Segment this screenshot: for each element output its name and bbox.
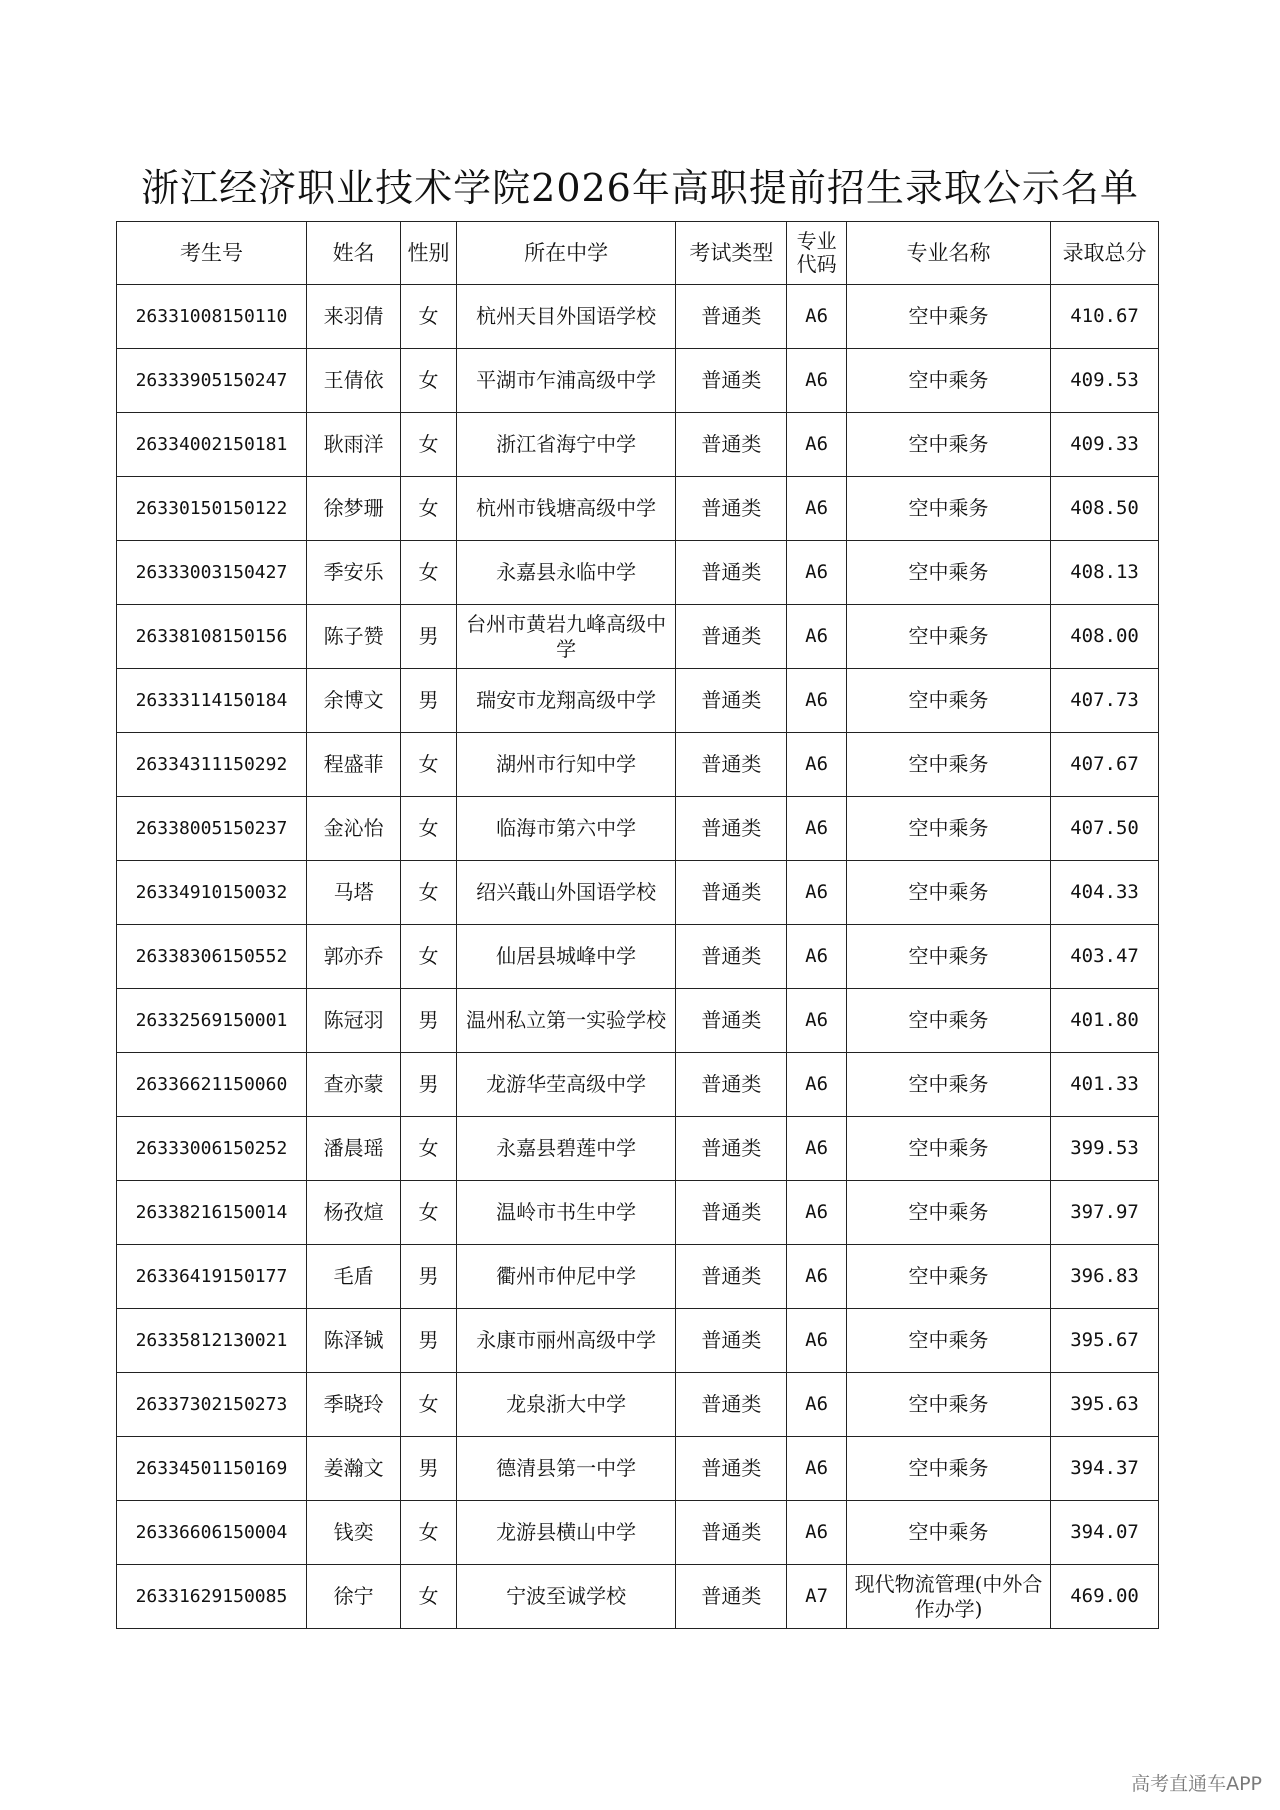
cell-major-name: 空中乘务 bbox=[846, 1245, 1050, 1309]
table-row bbox=[117, 797, 1159, 861]
cell-exam-number: 26337302150273 bbox=[117, 1373, 307, 1437]
cell-school: 永嘉县永临中学 bbox=[456, 541, 676, 605]
cell-total-score: 408.00 bbox=[1051, 605, 1159, 669]
cell-exam-number: 26334910150032 bbox=[117, 861, 307, 925]
cell-total-score: 397.97 bbox=[1051, 1181, 1159, 1245]
table-row bbox=[117, 1565, 1159, 1629]
cell-exam-type: 普通类 bbox=[676, 413, 787, 477]
cell-total-score: 394.07 bbox=[1051, 1501, 1159, 1565]
table-row bbox=[117, 861, 1159, 925]
cell-name: 金沁怡 bbox=[306, 797, 400, 861]
cell-major-name: 空中乘务 bbox=[846, 733, 1050, 797]
cell-total-score: 395.63 bbox=[1051, 1373, 1159, 1437]
cell-major-name: 空中乘务 bbox=[846, 285, 1050, 349]
table-row bbox=[117, 1309, 1159, 1373]
page-title: 浙江经济职业技术学院2026年高职提前招生录取公示名单 bbox=[141, 166, 1139, 210]
table-row bbox=[117, 1181, 1159, 1245]
cell-name: 耿雨洋 bbox=[306, 413, 400, 477]
column-header-school: 所在中学 bbox=[456, 222, 676, 285]
cell-school: 瑞安市龙翔高级中学 bbox=[456, 669, 676, 733]
cell-major-name: 空中乘务 bbox=[846, 1053, 1050, 1117]
cell-exam-type: 普通类 bbox=[676, 925, 787, 989]
cell-total-score: 399.53 bbox=[1051, 1117, 1159, 1181]
table-row bbox=[117, 1373, 1159, 1437]
cell-school: 温岭市书生中学 bbox=[456, 1181, 676, 1245]
cell-total-score: 404.33 bbox=[1051, 861, 1159, 925]
cell-exam-number: 26332569150001 bbox=[117, 989, 307, 1053]
cell-total-score: 469.00 bbox=[1051, 1565, 1159, 1629]
cell-name: 余博文 bbox=[306, 669, 400, 733]
cell-gender: 男 bbox=[401, 1309, 456, 1373]
cell-school: 温州私立第一实验学校 bbox=[456, 989, 676, 1053]
cell-total-score: 401.80 bbox=[1051, 989, 1159, 1053]
column-header-gender: 性别 bbox=[401, 222, 456, 285]
cell-exam-number: 26338005150237 bbox=[117, 797, 307, 861]
cell-school: 龙游县横山中学 bbox=[456, 1501, 676, 1565]
cell-total-score: 409.53 bbox=[1051, 349, 1159, 413]
cell-exam-number: 26333905150247 bbox=[117, 349, 307, 413]
watermark: 高考直通车APP bbox=[1131, 1773, 1262, 1795]
cell-total-score: 409.33 bbox=[1051, 413, 1159, 477]
cell-school: 杭州天目外国语学校 bbox=[456, 285, 676, 349]
cell-major-name: 空中乘务 bbox=[846, 1373, 1050, 1437]
cell-major-name: 空中乘务 bbox=[846, 605, 1050, 669]
cell-major-code: A6 bbox=[787, 925, 847, 989]
cell-school: 衢州市仲尼中学 bbox=[456, 1245, 676, 1309]
cell-major-code: A6 bbox=[787, 349, 847, 413]
cell-exam-number: 26330150150122 bbox=[117, 477, 307, 541]
table-row bbox=[117, 989, 1159, 1053]
cell-exam-number: 26331629150085 bbox=[117, 1565, 307, 1629]
cell-exam-type: 普通类 bbox=[676, 1053, 787, 1117]
cell-gender: 女 bbox=[401, 925, 456, 989]
cell-major-code: A6 bbox=[787, 605, 847, 669]
cell-major-name: 空中乘务 bbox=[846, 1309, 1050, 1373]
cell-gender: 女 bbox=[401, 733, 456, 797]
cell-major-name: 空中乘务 bbox=[846, 989, 1050, 1053]
cell-name: 来羽倩 bbox=[306, 285, 400, 349]
cell-exam-number: 26331008150110 bbox=[117, 285, 307, 349]
cell-exam-type: 普通类 bbox=[676, 989, 787, 1053]
cell-major-code: A6 bbox=[787, 733, 847, 797]
cell-exam-type: 普通类 bbox=[676, 1501, 787, 1565]
table-row bbox=[117, 669, 1159, 733]
cell-exam-number: 26336621150060 bbox=[117, 1053, 307, 1117]
cell-total-score: 401.33 bbox=[1051, 1053, 1159, 1117]
cell-exam-number: 26334002150181 bbox=[117, 413, 307, 477]
cell-exam-type: 普通类 bbox=[676, 861, 787, 925]
cell-school: 临海市第六中学 bbox=[456, 797, 676, 861]
cell-name: 查亦蒙 bbox=[306, 1053, 400, 1117]
cell-exam-type: 普通类 bbox=[676, 285, 787, 349]
cell-gender: 女 bbox=[401, 413, 456, 477]
cell-name: 马塔 bbox=[306, 861, 400, 925]
table-row bbox=[117, 349, 1159, 413]
cell-total-score: 407.67 bbox=[1051, 733, 1159, 797]
cell-school: 龙游华茔高级中学 bbox=[456, 1053, 676, 1117]
cell-gender: 女 bbox=[401, 1181, 456, 1245]
cell-exam-type: 普通类 bbox=[676, 1565, 787, 1629]
cell-name: 徐梦珊 bbox=[306, 477, 400, 541]
cell-major-name: 空中乘务 bbox=[846, 349, 1050, 413]
cell-major-code: A6 bbox=[787, 989, 847, 1053]
cell-major-name: 空中乘务 bbox=[846, 669, 1050, 733]
cell-school: 仙居县城峰中学 bbox=[456, 925, 676, 989]
cell-school: 永嘉县碧莲中学 bbox=[456, 1117, 676, 1181]
cell-name: 陈冠羽 bbox=[306, 989, 400, 1053]
column-header-total-score: 录取总分 bbox=[1051, 222, 1159, 285]
cell-total-score: 403.47 bbox=[1051, 925, 1159, 989]
cell-school: 湖州市行知中学 bbox=[456, 733, 676, 797]
table-body bbox=[117, 285, 1159, 1629]
cell-major-code: A6 bbox=[787, 285, 847, 349]
cell-exam-type: 普通类 bbox=[676, 1117, 787, 1181]
cell-exam-type: 普通类 bbox=[676, 1181, 787, 1245]
cell-school: 浙江省海宁中学 bbox=[456, 413, 676, 477]
cell-name: 陈泽铖 bbox=[306, 1309, 400, 1373]
cell-major-name: 空中乘务 bbox=[846, 797, 1050, 861]
table-row bbox=[117, 285, 1159, 349]
cell-name: 杨孜煊 bbox=[306, 1181, 400, 1245]
cell-exam-type: 普通类 bbox=[676, 1373, 787, 1437]
cell-major-code: A6 bbox=[787, 1245, 847, 1309]
cell-total-score: 407.50 bbox=[1051, 797, 1159, 861]
table-row bbox=[117, 605, 1159, 669]
cell-gender: 女 bbox=[401, 1117, 456, 1181]
cell-major-code: A6 bbox=[787, 1117, 847, 1181]
cell-name: 毛盾 bbox=[306, 1245, 400, 1309]
admission-table bbox=[116, 221, 1159, 1629]
cell-major-code: A6 bbox=[787, 1053, 847, 1117]
cell-exam-type: 普通类 bbox=[676, 1245, 787, 1309]
cell-gender: 男 bbox=[401, 669, 456, 733]
cell-school: 台州市黄岩九峰高级中学 bbox=[456, 605, 676, 669]
cell-gender: 男 bbox=[401, 1053, 456, 1117]
cell-major-name: 空中乘务 bbox=[846, 477, 1050, 541]
cell-total-score: 407.73 bbox=[1051, 669, 1159, 733]
cell-exam-number: 26336419150177 bbox=[117, 1245, 307, 1309]
cell-total-score: 395.67 bbox=[1051, 1309, 1159, 1373]
table-row bbox=[117, 1501, 1159, 1565]
cell-total-score: 408.13 bbox=[1051, 541, 1159, 605]
cell-name: 潘晨瑶 bbox=[306, 1117, 400, 1181]
cell-major-name: 空中乘务 bbox=[846, 1117, 1050, 1181]
table-row bbox=[117, 1437, 1159, 1501]
cell-exam-number: 26334311150292 bbox=[117, 733, 307, 797]
cell-exam-number: 26338216150014 bbox=[117, 1181, 307, 1245]
table-row bbox=[117, 1245, 1159, 1309]
cell-gender: 女 bbox=[401, 541, 456, 605]
cell-exam-type: 普通类 bbox=[676, 541, 787, 605]
cell-exam-number: 26333003150427 bbox=[117, 541, 307, 605]
cell-school: 绍兴蕺山外国语学校 bbox=[456, 861, 676, 925]
cell-total-score: 410.67 bbox=[1051, 285, 1159, 349]
cell-name: 季安乐 bbox=[306, 541, 400, 605]
cell-gender: 男 bbox=[401, 1245, 456, 1309]
cell-exam-type: 普通类 bbox=[676, 349, 787, 413]
table-row bbox=[117, 925, 1159, 989]
cell-school: 德清县第一中学 bbox=[456, 1437, 676, 1501]
cell-exam-number: 26335812130021 bbox=[117, 1309, 307, 1373]
cell-school: 平湖市乍浦高级中学 bbox=[456, 349, 676, 413]
column-header-major-code: 专业代码 bbox=[787, 222, 847, 285]
cell-exam-type: 普通类 bbox=[676, 605, 787, 669]
cell-name: 郭亦乔 bbox=[306, 925, 400, 989]
cell-major-name: 空中乘务 bbox=[846, 925, 1050, 989]
cell-gender: 女 bbox=[401, 1501, 456, 1565]
cell-exam-type: 普通类 bbox=[676, 797, 787, 861]
table-row bbox=[117, 1053, 1159, 1117]
cell-major-name: 空中乘务 bbox=[846, 541, 1050, 605]
table-header-row bbox=[117, 222, 1159, 285]
cell-exam-type: 普通类 bbox=[676, 1309, 787, 1373]
cell-exam-number: 26338306150552 bbox=[117, 925, 307, 989]
cell-total-score: 396.83 bbox=[1051, 1245, 1159, 1309]
column-header-major-name: 专业名称 bbox=[846, 222, 1050, 285]
table-row bbox=[117, 733, 1159, 797]
cell-exam-type: 普通类 bbox=[676, 669, 787, 733]
table-row bbox=[117, 477, 1159, 541]
cell-gender: 男 bbox=[401, 605, 456, 669]
cell-gender: 男 bbox=[401, 1437, 456, 1501]
cell-exam-number: 26334501150169 bbox=[117, 1437, 307, 1501]
cell-major-name: 现代物流管理(中外合作办学) bbox=[846, 1565, 1050, 1629]
cell-major-code: A6 bbox=[787, 541, 847, 605]
cell-exam-number: 26333114150184 bbox=[117, 669, 307, 733]
cell-major-code: A6 bbox=[787, 669, 847, 733]
cell-name: 钱奕 bbox=[306, 1501, 400, 1565]
cell-gender: 女 bbox=[401, 797, 456, 861]
cell-major-code: A6 bbox=[787, 413, 847, 477]
cell-exam-number: 26336606150004 bbox=[117, 1501, 307, 1565]
cell-name: 程盛菲 bbox=[306, 733, 400, 797]
table-row bbox=[117, 413, 1159, 477]
cell-major-name: 空中乘务 bbox=[846, 1437, 1050, 1501]
cell-name: 王倩依 bbox=[306, 349, 400, 413]
cell-major-code: A6 bbox=[787, 1437, 847, 1501]
cell-major-code: A6 bbox=[787, 1501, 847, 1565]
cell-major-code: A6 bbox=[787, 1181, 847, 1245]
cell-gender: 女 bbox=[401, 861, 456, 925]
cell-gender: 女 bbox=[401, 1565, 456, 1629]
cell-name: 徐宁 bbox=[306, 1565, 400, 1629]
cell-gender: 女 bbox=[401, 285, 456, 349]
cell-major-name: 空中乘务 bbox=[846, 413, 1050, 477]
cell-exam-number: 26338108150156 bbox=[117, 605, 307, 669]
cell-school: 宁波至诚学校 bbox=[456, 1565, 676, 1629]
column-header-name: 姓名 bbox=[306, 222, 400, 285]
cell-name: 姜瀚文 bbox=[306, 1437, 400, 1501]
cell-major-code: A6 bbox=[787, 861, 847, 925]
cell-school: 龙泉浙大中学 bbox=[456, 1373, 676, 1437]
cell-exam-type: 普通类 bbox=[676, 477, 787, 541]
cell-name: 季晓玲 bbox=[306, 1373, 400, 1437]
cell-major-code: A6 bbox=[787, 797, 847, 861]
cell-name: 陈子赞 bbox=[306, 605, 400, 669]
cell-major-code: A6 bbox=[787, 1309, 847, 1373]
cell-major-code: A7 bbox=[787, 1565, 847, 1629]
cell-gender: 女 bbox=[401, 477, 456, 541]
cell-major-name: 空中乘务 bbox=[846, 1501, 1050, 1565]
column-header-exam-type: 考试类型 bbox=[676, 222, 787, 285]
table-row bbox=[117, 541, 1159, 605]
cell-major-code: A6 bbox=[787, 477, 847, 541]
cell-exam-number: 26333006150252 bbox=[117, 1117, 307, 1181]
cell-gender: 男 bbox=[401, 989, 456, 1053]
cell-school: 杭州市钱塘高级中学 bbox=[456, 477, 676, 541]
column-header-exam-number: 考生号 bbox=[117, 222, 307, 285]
cell-total-score: 394.37 bbox=[1051, 1437, 1159, 1501]
cell-major-name: 空中乘务 bbox=[846, 861, 1050, 925]
table-row bbox=[117, 1117, 1159, 1181]
cell-school: 永康市丽州高级中学 bbox=[456, 1309, 676, 1373]
cell-total-score: 408.50 bbox=[1051, 477, 1159, 541]
cell-gender: 女 bbox=[401, 349, 456, 413]
cell-gender: 女 bbox=[401, 1373, 456, 1437]
cell-major-code: A6 bbox=[787, 1373, 847, 1437]
cell-exam-type: 普通类 bbox=[676, 733, 787, 797]
cell-major-name: 空中乘务 bbox=[846, 1181, 1050, 1245]
cell-exam-type: 普通类 bbox=[676, 1437, 787, 1501]
